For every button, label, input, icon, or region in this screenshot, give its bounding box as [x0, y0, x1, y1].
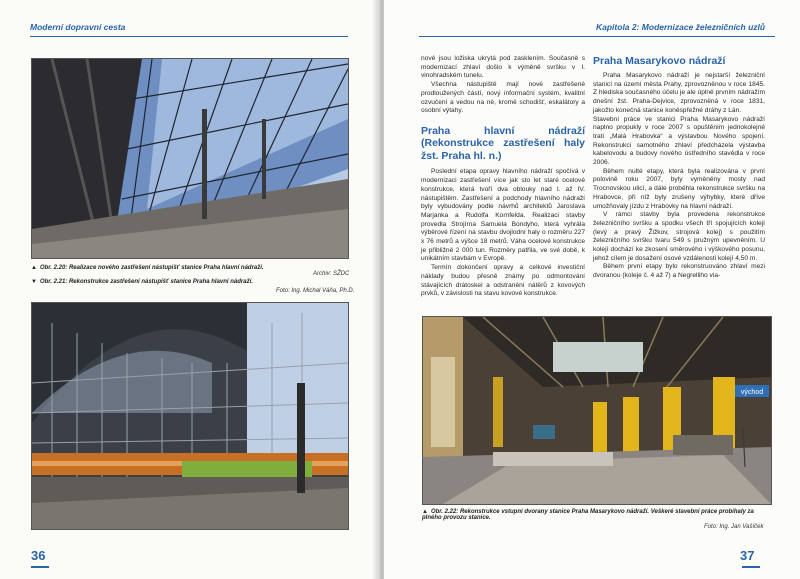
paragraph-col1-platforms: Všechna nástupiště mají nové zastřešené prodloužených částí, nový informační systém, kvalitní ozvučení a vedou na ně, kromě schodišť, eskalátory a osobní výtahy. [421, 81, 585, 115]
photo-station-roof-glass [31, 58, 349, 259]
caption-figure-2-20-text: Obr. 2.20: Realizace nového zastřešení nástupišť stanice Praha hlavní nádraží. [39, 265, 264, 271]
text-column-1 [421, 55, 585, 299]
paragraph-col2-history: Praha Masarykovo nádraží je nejstarší železniční stanicí na území města Prahy, zprovozněnou v roce 1845. Z hlediska současného účelu je ale úplně prvním nádražím dnešní žst. Praha-Dejvice, zprovozněná v roce 1831, jakožto konečná stanice koněspřežné dráhy z Lán. [593, 72, 765, 114]
text-column-2 [593, 55, 765, 281]
caption-figure-2-21 [31, 279, 253, 285]
triangle-up-icon: ▲ [31, 265, 37, 271]
photo-masarykovo-hall [422, 316, 772, 505]
running-header-left: Moderní dopravní cesta [30, 22, 126, 32]
sign-vychod: východ [740, 389, 764, 396]
running-header-right: Kapitola 2: Modernizace železničních uzlů [596, 22, 766, 32]
header-rule-right [419, 36, 775, 37]
paragraph-col1-completion: Termín dokončení opravy a celkové investiční náklady budou přesně známy po odmontování stávajících drátoskel a odstranění nátěrů z kovových prvků, v závislosti na stavu kovové konstrukce. [421, 264, 585, 298]
caption-figure-2-22-text: Obr. 2.22: Rekonstrukce vstupní dvorany stanice Praha Masarykovo nádraží. Veškeré stavební práce probíhaly za plného provozu stanice. [422, 509, 754, 521]
page-number-left: 36 [31, 548, 46, 563]
header-rule-left [30, 36, 348, 37]
photo-hall-scaffolding-drawing [32, 303, 348, 529]
caption-figure-2-21-text: Obr. 2.21: Rekonstrukce zastřešení nástupišť stanice Praha hlavní nádraží. [39, 279, 253, 285]
page-number-rule-right [742, 566, 760, 568]
triangle-down-icon: ▼ [31, 279, 37, 285]
caption-figure-2-22 [422, 509, 760, 521]
credit-figure-2-20: Archiv: SŽDC [313, 271, 350, 277]
paragraph-col2-first-stage: Během první etapy bylo rekonstruováno zhlaví mezi dvoranou (koleje č. 4 až 7) a Negrelliho via- [593, 263, 765, 280]
credit-figure-2-22: Foto: Ing. Jan Vašíček [704, 524, 764, 530]
photo-masarykovo-hall-drawing [423, 317, 771, 504]
page-number-right: 37 [740, 548, 755, 563]
paragraph-col2-tracks: V rámci stavby byla provedena rekonstrukce železničního svršku a spodku všech tří spojujících kolejí (levý a pravý Žižkov, strojová kolej) s použitím železničního svršku tvaru 549 s pružným upevněním. U kolejí dochází ke zkosení směrového i výškového posunu, jehož cílem je dosažení osové vzdálenosti kolejí 4,50 m. [593, 211, 765, 262]
paragraph-col2-zero-stage: Během nulté etapy, která byla realizována v první polovině roku 2007, byly vyměněny mosty nad Trocnovskou ulicí, a dále proběhla rekonstrukce svršku na Hrabovce, při níž byly zrušeny výhybky, které dříve umožňovaly jízdu z Hrabovky na hlavní nádraží. [593, 167, 765, 210]
right-page [384, 0, 800, 579]
heading-praha-hlavni-nadrazi: Praha hlavní nádraží (Rekonstrukce zastřešení haly žst. Praha hl. n.) [421, 124, 585, 162]
triangle-up-icon: ▲ [422, 509, 428, 515]
caption-figure-2-20 [31, 265, 264, 271]
page-number-rule-left [31, 566, 49, 568]
paragraph-col2-works: Stavební práce ve stanici Praha Masarykovo nádraží naplno propukly v roce 2007 s opuštěním jednokolejné trati „Malá Hrabovka“ a výstavbou Nového spojení. Rekonstrukci samotného zhlaví předcházela výstavba kabelovodu a budovy nového ústředního stavědla v roce 2006. [593, 115, 765, 167]
left-page [0, 0, 378, 579]
photo-roof-glass-drawing [32, 59, 348, 258]
paragraph-col1-intro: nové jsou ložiska ukrytá pod zasklením. Současně s modernizací zhlaví došlo k výměně svršku v I. vinohradském tunelu. [421, 55, 585, 80]
paragraph-col1-roof-history: Poslední etapa opravy hlavního nádraží spočívá v modernizaci zastřešení více jak sto let staré ocelové konstrukce, která tvoří dva oblouky nad I. až IV. nástupištěm. Zastřešení a podchody hlavního nádraží byly vybudovány podle návrhů architektů Jaroslava Marjanka a Rudolfa Kornfelda. Realizaci stavby provedla Strojírna Samuela Bondyho, která vyhrála výběrové řízení na stavbu dvojlodní haly o rozměru 227 x 76 metrů a výšce 18 metrů. Váha ocelové konstrukce je přibližně 2 000 tun. Rozměry patřila, ve své době, k unikátním stavbám v Evropě. [421, 168, 585, 263]
photo-hall-scaffolding [31, 302, 349, 530]
credit-figure-2-21: Foto: Ing. Michal Váňa, Ph.D. [276, 288, 355, 294]
heading-praha-masarykovo-nadrazi: Praha Masarykovo nádraží [593, 55, 726, 67]
